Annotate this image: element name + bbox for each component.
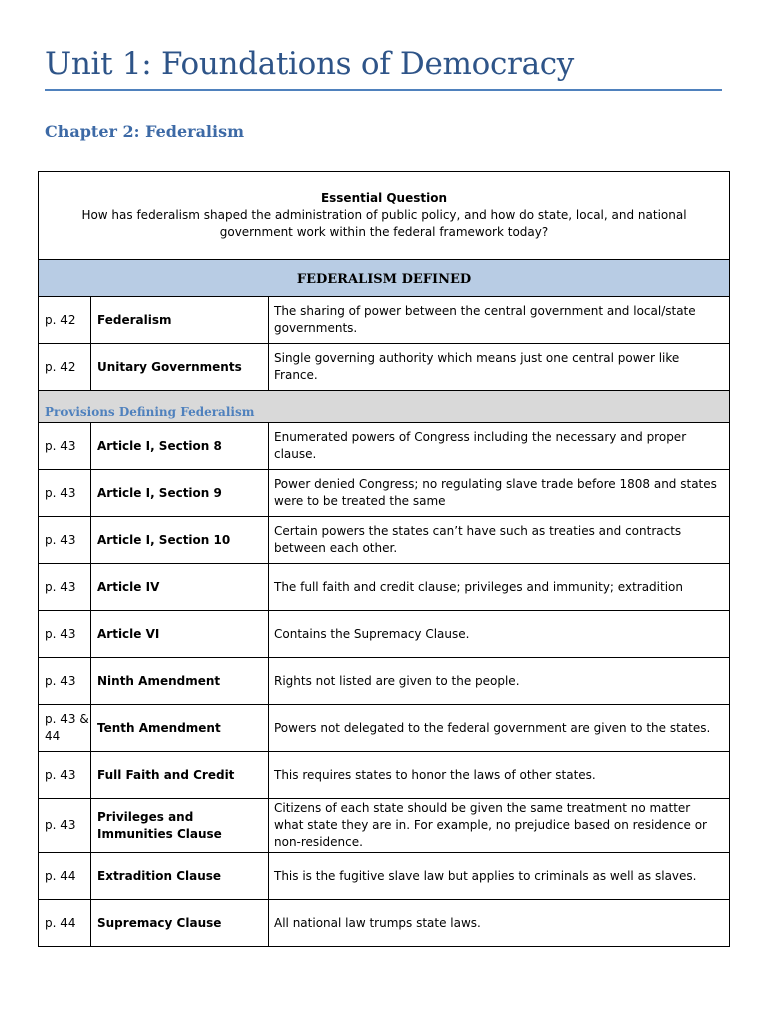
table-row (39, 423, 730, 470)
page-ref-cell: p. 43 (39, 423, 91, 470)
term-cell: Tenth Amendment (91, 705, 269, 752)
title-underline (45, 89, 722, 91)
definition-cell: Rights not listed are given to the people. (269, 658, 730, 705)
page-ref-cell: p. 43 (39, 564, 91, 611)
subsection-header-provisions: Provisions Defining Federalism (39, 391, 730, 423)
table-row (39, 799, 730, 853)
term-cell: Article I, Section 9 (91, 470, 269, 517)
table-row (39, 344, 730, 391)
page-ref-cell: p. 42 (39, 297, 91, 344)
essential-question-label: Essential Question (320, 191, 448, 205)
page-ref-cell: p. 43 & 44 (39, 705, 91, 752)
section-header-row (39, 260, 730, 297)
table-row (39, 564, 730, 611)
definition-cell: Single governing authority which means just one central power like France. (269, 344, 730, 391)
page-title: Unit 1: Foundations of Democracy (45, 46, 575, 82)
table-row (39, 658, 730, 705)
term-cell: Unitary Governments (91, 344, 269, 391)
page-ref-cell: p. 43 (39, 517, 91, 564)
definition-cell: Enumerated powers of Congress including the necessary and proper clause. (269, 423, 730, 470)
definition-cell: All national law trumps state laws. (269, 900, 730, 947)
term-cell: Full Faith and Credit (91, 752, 269, 799)
term-cell: Article IV (91, 564, 269, 611)
term-cell: Extradition Clause (91, 853, 269, 900)
table-row (39, 611, 730, 658)
definition-cell: This is the fugitive slave law but applies to criminals as well as slaves. (269, 853, 730, 900)
page-ref-cell: p. 42 (39, 344, 91, 391)
table-row (39, 470, 730, 517)
page-ref-cell: p. 44 (39, 900, 91, 947)
page-ref-cell: p. 44 (39, 853, 91, 900)
table-row (39, 752, 730, 799)
essential-question-text: How has federalism shaped the administration of public policy, and how do state, local, and national government work within the federal framework today? (81, 208, 687, 239)
table-row (39, 517, 730, 564)
definition-cell: Certain powers the states can’t have such as treaties and contracts between each other. (269, 517, 730, 564)
chapter-heading: Chapter 2: Federalism (45, 122, 245, 141)
term-cell: Article VI (91, 611, 269, 658)
table-row (39, 705, 730, 752)
definition-cell: The sharing of power between the central government and local/state governments. (269, 297, 730, 344)
definition-cell: Powers not delegated to the federal government are given to the states. (269, 705, 730, 752)
page-ref-cell: p. 43 (39, 799, 91, 853)
term-cell: Federalism (91, 297, 269, 344)
table-row (39, 900, 730, 947)
page-ref-cell: p. 43 (39, 658, 91, 705)
essential-question-cell (39, 172, 730, 260)
page-ref-cell: p. 43 (39, 752, 91, 799)
term-cell: Privileges and Immunities Clause (91, 799, 269, 853)
subsection-header-row (39, 391, 730, 423)
definition-cell: The full faith and credit clause; privileges and immunity; extradition (269, 564, 730, 611)
term-cell: Ninth Amendment (91, 658, 269, 705)
federalism-table (38, 171, 730, 947)
page-ref-cell: p. 43 (39, 470, 91, 517)
page-ref-cell: p. 43 (39, 611, 91, 658)
table-row (39, 853, 730, 900)
term-cell: Article I, Section 10 (91, 517, 269, 564)
table-row (39, 297, 730, 344)
essential-question-row (39, 172, 730, 260)
term-cell: Article I, Section 8 (91, 423, 269, 470)
section-header-federalism-defined: FEDERALISM DEFINED (39, 260, 730, 297)
term-cell: Supremacy Clause (91, 900, 269, 947)
definition-cell: Power denied Congress; no regulating slave trade before 1808 and states were to be treated the same (269, 470, 730, 517)
definition-cell: Contains the Supremacy Clause. (269, 611, 730, 658)
definition-cell: This requires states to honor the laws of other states. (269, 752, 730, 799)
definition-cell: Citizens of each state should be given the same treatment no matter what state they are in. For example, no prejudice based on residence or non-residence. (269, 799, 730, 853)
